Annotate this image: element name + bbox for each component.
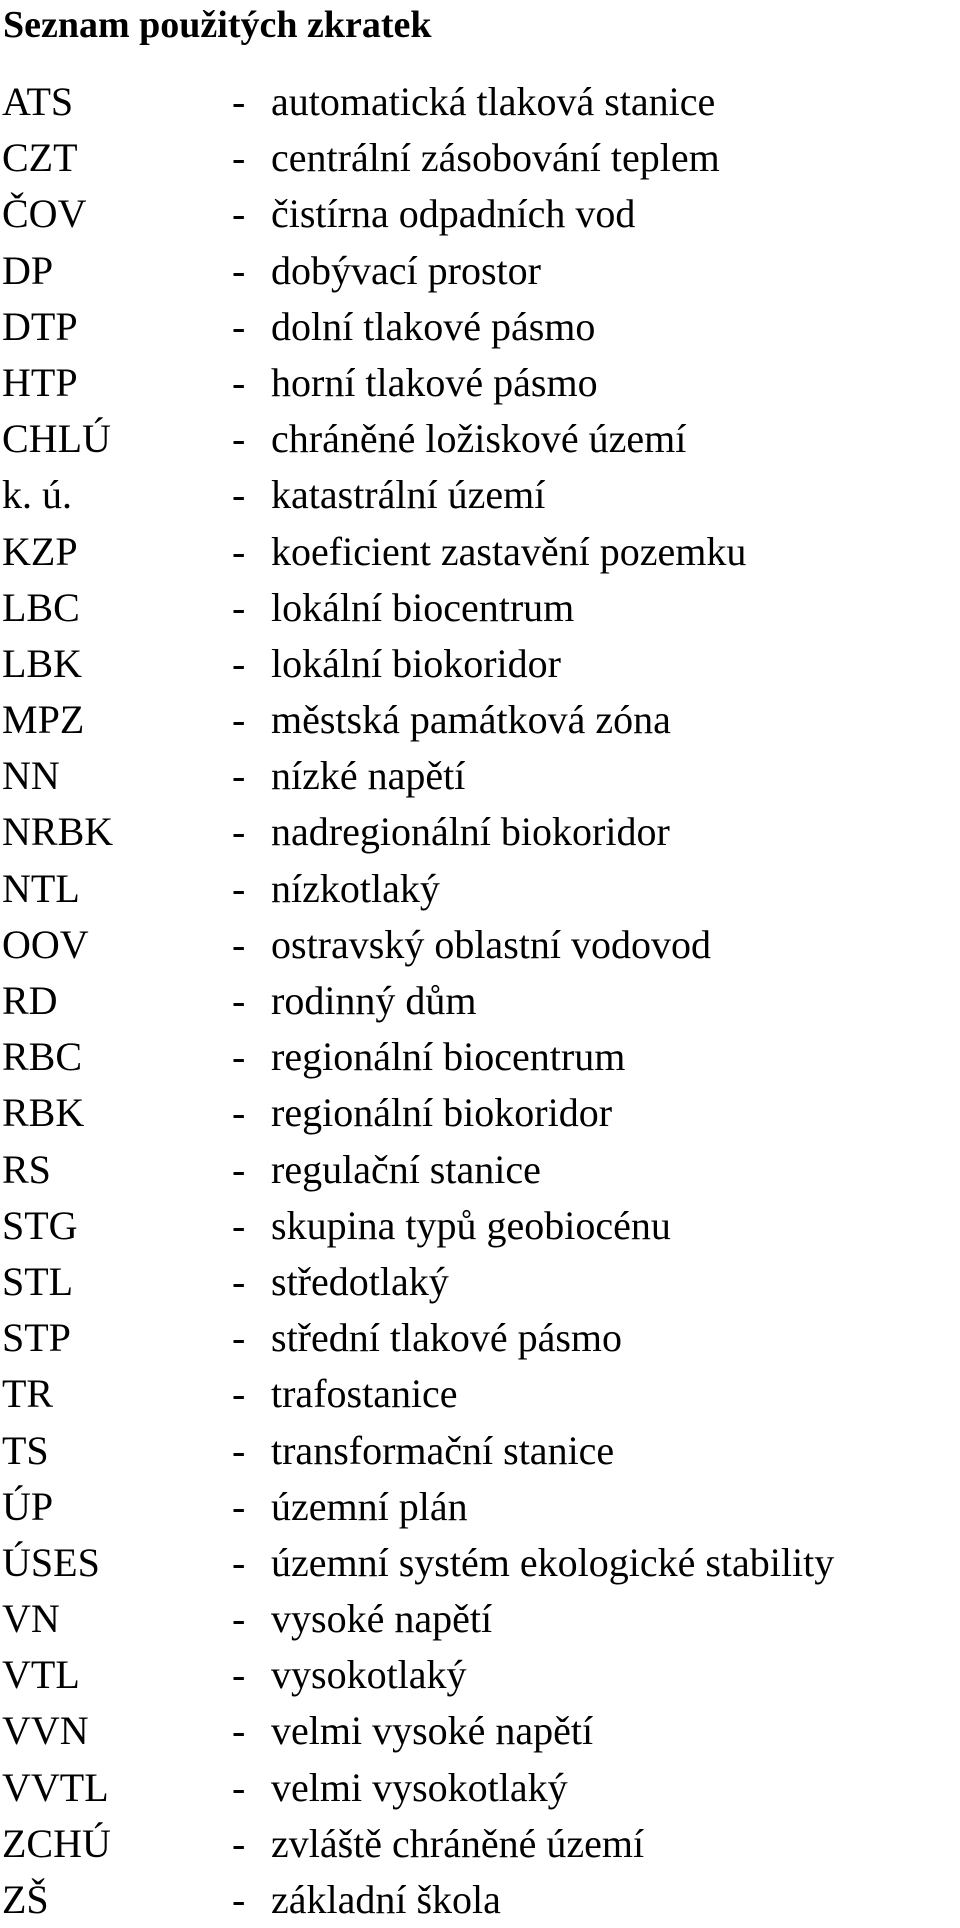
list-item bbox=[0, 1760, 960, 1816]
separator-dash: - bbox=[232, 416, 246, 462]
definition: vysoké napětí bbox=[271, 1596, 493, 1642]
definition: středotlaký bbox=[271, 1258, 449, 1304]
list-item bbox=[0, 1703, 960, 1759]
abbreviation: OOV bbox=[2, 921, 89, 967]
abbreviation: ÚSES bbox=[2, 1539, 100, 1585]
separator-dash: - bbox=[232, 640, 246, 686]
abbreviation: HTP bbox=[2, 359, 78, 405]
list-item bbox=[0, 1591, 960, 1647]
list-item bbox=[0, 186, 960, 242]
abbreviation: STL bbox=[2, 1258, 74, 1304]
definition: nízké napětí bbox=[271, 753, 466, 799]
separator-dash: - bbox=[232, 753, 246, 799]
definition: horní tlakové pásmo bbox=[271, 359, 598, 405]
separator-dash: - bbox=[232, 191, 246, 237]
separator-dash: - bbox=[232, 135, 246, 181]
definition: zvláště chráněné území bbox=[271, 1820, 645, 1866]
abbreviation: ZCHÚ bbox=[2, 1820, 111, 1866]
abbreviation: k. ú. bbox=[2, 472, 72, 518]
list-item bbox=[0, 524, 960, 580]
separator-dash: - bbox=[232, 1146, 246, 1192]
list-item bbox=[0, 1254, 960, 1310]
list-item bbox=[0, 1366, 960, 1422]
abbreviation: NRBK bbox=[2, 809, 114, 855]
definition: skupina typů geobiocénu bbox=[271, 1202, 671, 1248]
list-item bbox=[0, 1535, 960, 1591]
list-item bbox=[0, 299, 960, 355]
abbreviation: TR bbox=[2, 1371, 54, 1417]
separator-dash: - bbox=[232, 1652, 246, 1698]
abbreviation: VVTL bbox=[2, 1764, 109, 1810]
list-item bbox=[0, 804, 960, 860]
separator-dash: - bbox=[232, 978, 246, 1023]
abbreviation: ZŠ bbox=[2, 1877, 49, 1922]
separator-dash: - bbox=[232, 1877, 246, 1922]
list-item bbox=[0, 1423, 960, 1479]
list-item bbox=[0, 130, 960, 186]
abbreviation: ATS bbox=[2, 79, 74, 124]
separator-dash: - bbox=[232, 528, 246, 574]
list-item bbox=[0, 1142, 960, 1198]
abbreviation: DTP bbox=[2, 303, 78, 349]
separator-dash: - bbox=[232, 1034, 246, 1080]
abbreviation: RBC bbox=[2, 1034, 83, 1080]
list-item bbox=[0, 1310, 960, 1366]
list-item bbox=[0, 74, 960, 130]
separator-dash: - bbox=[232, 921, 246, 967]
abbreviation: DP bbox=[2, 247, 54, 293]
abbreviation-list bbox=[0, 74, 960, 1928]
list-item bbox=[0, 861, 960, 917]
separator-dash: - bbox=[232, 247, 246, 293]
list-item bbox=[0, 355, 960, 411]
definition: vysokotlaký bbox=[271, 1652, 467, 1698]
abbreviation: MPZ bbox=[2, 697, 85, 743]
separator-dash: - bbox=[232, 1708, 246, 1754]
abbreviation: STP bbox=[2, 1315, 71, 1361]
abbreviation: CHLÚ bbox=[2, 416, 111, 462]
definition: dobývací prostor bbox=[271, 247, 541, 293]
list-item bbox=[0, 1479, 960, 1535]
separator-dash: - bbox=[232, 1371, 246, 1417]
abbreviation: RBK bbox=[2, 1090, 85, 1136]
abbreviation: ČOV bbox=[2, 191, 87, 237]
definition: lokální biocentrum bbox=[271, 584, 575, 630]
separator-dash: - bbox=[232, 359, 246, 405]
list-item bbox=[0, 243, 960, 299]
abbreviation: CZT bbox=[2, 135, 78, 181]
list-item bbox=[0, 411, 960, 467]
definition: dolní tlakové pásmo bbox=[271, 303, 596, 349]
abbreviation: LBK bbox=[2, 640, 82, 686]
definition: chráněné ložiskové území bbox=[271, 416, 687, 462]
separator-dash: - bbox=[232, 1427, 246, 1473]
definition: čistírna odpadních vod bbox=[271, 191, 636, 237]
definition: územní plán bbox=[271, 1483, 468, 1529]
list-item bbox=[0, 1647, 960, 1703]
separator-dash: - bbox=[232, 865, 246, 911]
abbreviation: TS bbox=[2, 1427, 49, 1473]
abbreviation: RS bbox=[2, 1146, 51, 1192]
separator-dash: - bbox=[232, 303, 246, 349]
separator-dash: - bbox=[232, 584, 246, 630]
separator-dash: - bbox=[232, 1202, 246, 1248]
definition: regionální biocentrum bbox=[271, 1034, 626, 1080]
definition: velmi vysoké napětí bbox=[271, 1708, 594, 1754]
separator-dash: - bbox=[232, 1315, 246, 1361]
definition: katastrální území bbox=[271, 472, 546, 518]
list-item bbox=[0, 917, 960, 973]
abbreviation: VTL bbox=[2, 1652, 80, 1698]
abbreviation: KZP bbox=[2, 528, 78, 574]
definition: transformační stanice bbox=[271, 1427, 615, 1473]
separator-dash: - bbox=[232, 809, 246, 855]
list-item bbox=[0, 748, 960, 804]
separator-dash: - bbox=[232, 1258, 246, 1304]
list-item bbox=[0, 636, 960, 692]
definition: koeficient zastavění pozemku bbox=[271, 528, 747, 574]
page-title: Seznam použitých zkratek bbox=[3, 4, 432, 46]
definition: automatická tlaková stanice bbox=[271, 79, 716, 124]
separator-dash: - bbox=[232, 1596, 246, 1642]
definition: střední tlakové pásmo bbox=[271, 1315, 623, 1361]
separator-dash: - bbox=[232, 1539, 246, 1585]
list-item bbox=[0, 1029, 960, 1085]
definition: městská památková zóna bbox=[271, 697, 671, 743]
definition: velmi vysokotlaký bbox=[271, 1764, 568, 1810]
definition: lokální biokoridor bbox=[271, 640, 561, 686]
list-item bbox=[0, 467, 960, 523]
abbreviation: VN bbox=[2, 1596, 60, 1642]
list-item bbox=[0, 973, 960, 1029]
abbreviation: STG bbox=[2, 1202, 78, 1248]
separator-dash: - bbox=[232, 79, 246, 124]
definition: územní systém ekologické stability bbox=[271, 1539, 835, 1585]
definition: nízkotlaký bbox=[271, 865, 440, 911]
definition: regionální biokoridor bbox=[271, 1090, 613, 1136]
abbreviation: LBC bbox=[2, 584, 80, 630]
definition: základní škola bbox=[271, 1877, 501, 1922]
definition: centrální zásobování teplem bbox=[271, 135, 720, 181]
separator-dash: - bbox=[232, 1820, 246, 1866]
definition: rodinný dům bbox=[271, 978, 477, 1023]
separator-dash: - bbox=[232, 697, 246, 743]
abbreviation: ÚP bbox=[2, 1483, 54, 1529]
definition: regulační stanice bbox=[271, 1146, 541, 1192]
definition: nadregionální biokoridor bbox=[271, 809, 670, 855]
separator-dash: - bbox=[232, 1764, 246, 1810]
list-item bbox=[0, 692, 960, 748]
abbreviation: NN bbox=[2, 753, 60, 799]
separator-dash: - bbox=[232, 1090, 246, 1136]
definition: ostravský oblastní vodovod bbox=[271, 921, 711, 967]
abbreviation: NTL bbox=[2, 865, 80, 911]
abbreviation: VVN bbox=[2, 1708, 89, 1754]
list-item bbox=[0, 1085, 960, 1141]
separator-dash: - bbox=[232, 1483, 246, 1529]
separator-dash: - bbox=[232, 472, 246, 518]
abbreviation: RD bbox=[2, 978, 58, 1023]
list-item bbox=[0, 1816, 960, 1872]
list-item bbox=[0, 1198, 960, 1254]
definition: trafostanice bbox=[271, 1371, 458, 1417]
list-item bbox=[0, 580, 960, 636]
